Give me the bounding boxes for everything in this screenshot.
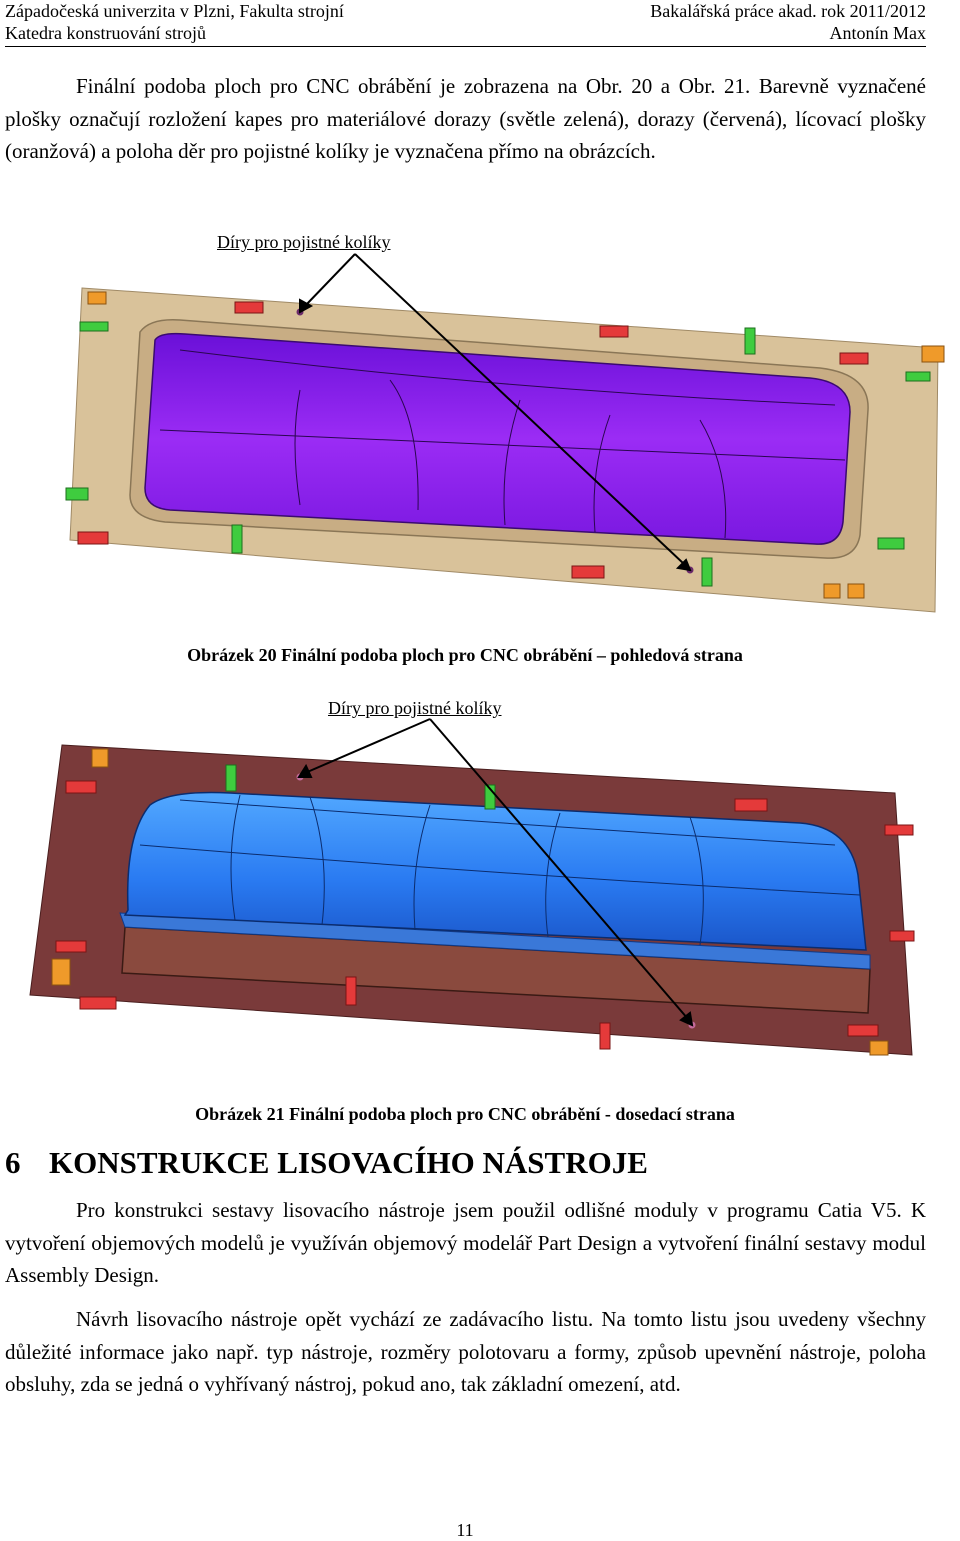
orange-fitting-pad <box>922 346 944 362</box>
body-paragraph-1: Pro konstrukci sestavy lisovacího nástroje jsem použil odlišné moduly v programu Catia V5. K vytvoření objemových modelů je využíván objemový modelář Part Design a vytvoření finální sestavy modul Assembly Design. <box>5 1198 926 1287</box>
section-heading <box>5 1145 648 1181</box>
red-stop-pad <box>235 302 263 313</box>
red-stop-pad <box>78 532 108 544</box>
header-rule <box>5 46 926 47</box>
figure2-image <box>0 705 960 1065</box>
red-stop-pad <box>848 1025 878 1036</box>
red-stop-pad <box>735 799 767 811</box>
orange-fitting-pad <box>870 1041 888 1055</box>
red-stop-pad <box>56 941 86 952</box>
figure1-caption: Obrázek 20 Finální podoba ploch pro CNC obrábění – pohledová strana <box>187 645 743 665</box>
red-stop-pad <box>600 1023 610 1049</box>
orange-fitting-pad <box>848 584 864 598</box>
orange-fitting-pad <box>824 584 840 598</box>
green-stop-pad <box>80 322 108 331</box>
green-stop-pad <box>702 558 712 586</box>
red-stop-pad <box>66 781 96 793</box>
header-thesis-info: Bakalářská práce akad. rok 2011/2012 <box>650 1 926 21</box>
green-stop-pad <box>226 765 236 791</box>
red-stop-pad <box>840 353 868 364</box>
header-author: Antonín Max <box>829 23 926 43</box>
figure2-caption: Obrázek 21 Finální podoba ploch pro CNC obrábění - dosedací strana <box>195 1104 735 1124</box>
orange-fitting-pad <box>52 959 70 985</box>
intro-paragraph: Finální podoba ploch pro CNC obrábění je zobrazena na Obr. 20 a Obr. 21. Barevně vyznačené plošky označují rozložení kapes pro materiálové dorazy (světle zelená), dorazy (červená), lícovací plošky (oranžová) a poloha děr pro pojistné kolíky je vyznačena přímo na obrázcích. <box>5 74 926 163</box>
red-stop-pad <box>885 825 913 835</box>
figure1-image <box>0 240 960 630</box>
section-number: 6 <box>5 1145 21 1180</box>
green-stop-pad <box>66 488 88 500</box>
orange-fitting-pad <box>92 749 108 767</box>
header-department: Katedra konstruování strojů <box>5 23 206 43</box>
green-stop-pad <box>878 538 904 549</box>
page-number: 11 <box>456 1520 474 1540</box>
figure2-callout-label: Díry pro pojistné kolíky <box>328 698 502 718</box>
green-stop-pad <box>745 328 755 354</box>
red-stop-pad <box>346 977 356 1005</box>
header-university: Západočeská univerzita v Plzni, Fakulta strojní <box>5 1 344 21</box>
body-paragraph-2: Návrh lisovacího nástroje opět vychází ze zadávacího listu. Na tomto listu jsou uvedeny všechny důležité informace jako např. typ nástroje, rozměry polotovaru a formy, způsob upevnění nástroje, poloha obsluhy, zda se jedná o vyhřívaný nástroj, pokud ano, tak základní omezení, atd. <box>5 1307 926 1396</box>
red-stop-pad <box>572 566 604 578</box>
red-stop-pad <box>80 997 116 1009</box>
red-stop-pad <box>600 326 628 337</box>
section-title: KONSTRUKCE LISOVACÍHO NÁSTROJE <box>49 1145 648 1180</box>
orange-fitting-pad <box>88 292 106 304</box>
green-stop-pad <box>232 525 242 553</box>
green-stop-pad <box>906 372 930 381</box>
figure1-callout-label: Díry pro pojistné kolíky <box>217 232 391 252</box>
red-stop-pad <box>890 931 914 941</box>
